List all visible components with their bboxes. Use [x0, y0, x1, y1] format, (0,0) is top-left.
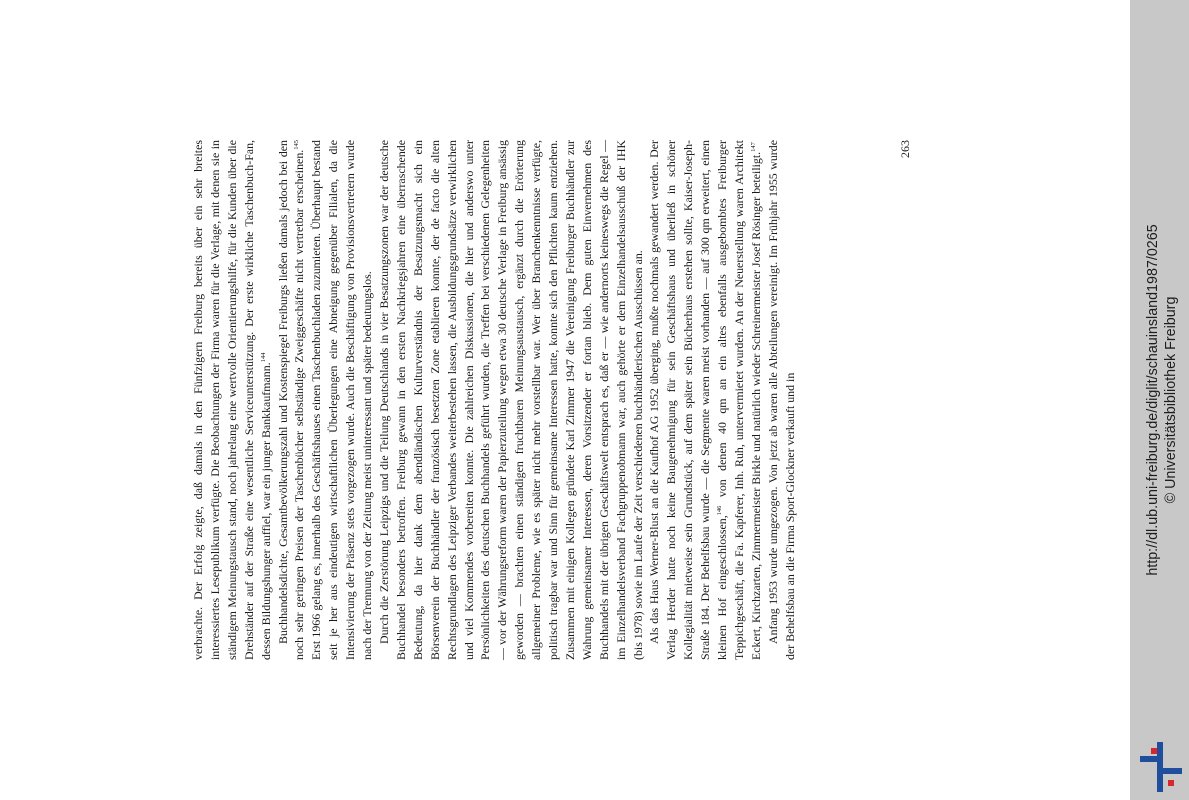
ub-freiburg-logo-icon	[1140, 742, 1182, 792]
paragraph	[275, 140, 376, 660]
footnote-ref: 147	[749, 142, 757, 152]
logo-red-square-bottom	[1168, 780, 1174, 786]
logo-red-square-top	[1151, 748, 1157, 754]
paragraph-text: Buchhandelsdichte, Gesamtbevölkerungszahl und Kostenspiegel Freiburgs ließen damals jedoch bei den noch sehr geringen Preisen der Taschenbücher selbständige Zweiggeschäfte nicht vertretbar erscheinen.	[275, 140, 307, 660]
paragraph	[190, 140, 275, 660]
paragraph-text: Erst 1966 gelang es, innerhalb des Geschäftshauses einen Taschenbuchladen zuzumieten. Überhaupt bestand seit je her aus eindeutigen wirtschaftlichen Überlegungen eine Abneigung gegenüber Filialen, da die Intensivierung der Präsenz stets vorgezogen wurde. Auch die Beschäftigung von Provisionsvertretern wurde nach der Trennung von der Zeitung meist uninteressant und später bedeutungslos.	[309, 140, 375, 660]
paragraph-text: Durch die Zerstörung Leipzigs und die Teilung Deutschlands in vier Besatzungszonen war der deutsche Buchhandel besonders betroffen. Freiburg gewann in den ersten Nachkriegsjahren eine überraschende Bedeutung, da hier dank dem abendländischen Kulturverständnis der Besatzungsmacht sich ein Börsenverein der Buchhändler der französisch besetzten Zone etablieren konnte, der de facto die alten Rechtsgrundlagen des Leipziger Verbandes weiterbestehen lassen, die Ausbildungsgrundsätze verwirklichen und viel Kommendes vorbereiten konnte. Die zahlreichen Diskussionen, die hier und anderswo unter Persönlichkeiten des deutschen Buchhandels geführt wurden, die Treffen bei verschiedenen Gelegenheiten — vor der Währungsreform waren der Papierzuteilung wegen etwa 30 deutsche Verlage in Freiburg ansässig geworden — brachten einen ständigen fruchtbaren Meinungsaustausch, ergänzt durch die Erörterung allgemeiner Probleme, wie es später nicht mehr vorstellbar war. Wer über Branchenkenntnisse verfügte, politisch tragbar war und Sinn für gemeinsame Interessen hatte, konnte sich den Pflichten kaum entziehen. Zusammen mit einigen Kollegen gründete Karl Zimmer 1947 die Vereinigung Freiburger Buchhändler zur Wahrung gemeinsamer Interessen, deren Vorsitzender er fortan blieb. Dem guten Einvernehmen des Buchhandels mit der übrigen Geschäftswelt entsprach es, daß er — wie andernorts keineswegs die Regel — im Einzelhandelsverband Fachgruppenobmann war, auch gehörte er dem Einzelhandelsausschuß der IHK (bis 1978) sowie im Laufe der Zeit verschiedenen buchhändlerischen Ausschüssen an.	[376, 140, 645, 660]
paragraph	[646, 140, 764, 660]
footnote-ref: 144	[259, 352, 267, 363]
logo-blue-right-block	[1157, 768, 1182, 774]
paragraph	[765, 140, 799, 660]
footnote-ref: 145	[293, 140, 301, 150]
footnote-ref: 146	[716, 505, 724, 516]
paragraph-text: Anfang 1953 wurde umgezogen. Von jetzt ab waren alle Abteilungen vereinigt. Im Frühjahr 1955 wurde der Behelfsbau an die Firma Sport-Glockner verkauft und in	[765, 140, 797, 660]
body-text	[190, 140, 890, 660]
rotated-page-content	[190, 140, 930, 660]
logo-blue-left-block	[1140, 756, 1163, 762]
copyright-notice: © Universitätsbibliothek Freiburg	[1163, 296, 1179, 504]
viewer-sidebar	[1130, 0, 1189, 800]
sidebar-text-block	[1144, 10, 1180, 790]
page-number: 263	[898, 140, 912, 158]
paragraph-text: verbrachte. Der Erfolg zeigte, daß damals in den Fünfzigern Freiburg bereits über ein sehr breites interessiertes Lesepublikum verfügte. Die Beobachtungen der Firma waren für die Verlage, mit denen sie in ständigem Meinungstausch stand, noch jahrelang eine wertvolle Orientierungshilfe, für die Kunden über die Drehständer auf der Straße eine wesentliche Serviceunterstützung. Der erste wirkliche Taschenbuch-Fan, dessen Bildungshunger auffiel, war ein junger Bankkaufmann.	[191, 140, 273, 660]
logo-blue-bar	[1157, 742, 1163, 792]
paragraph	[376, 140, 647, 660]
paragraph-text: Als das Haus Werner-Blust an die Kaufhof AG 1952 überging, mußte nochmals gewandert werden. Der Verlag Herder hatte noch keine Baugenehmigung für sein Geschäftshaus und überließ in schöner Kollegialität mietweise sein Grundstück, auf dem später sein Bücherhaus erstehen sollte, Kaiser-Joseph-Straße 184. Der Behelfsbau wurde — die Segmente waren meist vorhanden — auf 300 qm erweitert, einen kleinen Hof eingeschlossen,	[647, 140, 730, 660]
paragraph-text: von denen 40 qm an ein altes ebenfalls ausgebombtes Freiburger Teppichgeschäft, die Fa. Kapferer, Inh. Ruh, untervermietet wurden. An der Neuerstellung waren Architekt Eckert, Kirchzarten, Zimmermeister Birkle und natürlich wieder Schreinermeister Josef Rösinger beteiligt.	[715, 140, 763, 660]
source-url[interactable]: http://dl.ub.uni-freiburg.de/diglit/schauinsland1987/0265	[1145, 224, 1161, 576]
